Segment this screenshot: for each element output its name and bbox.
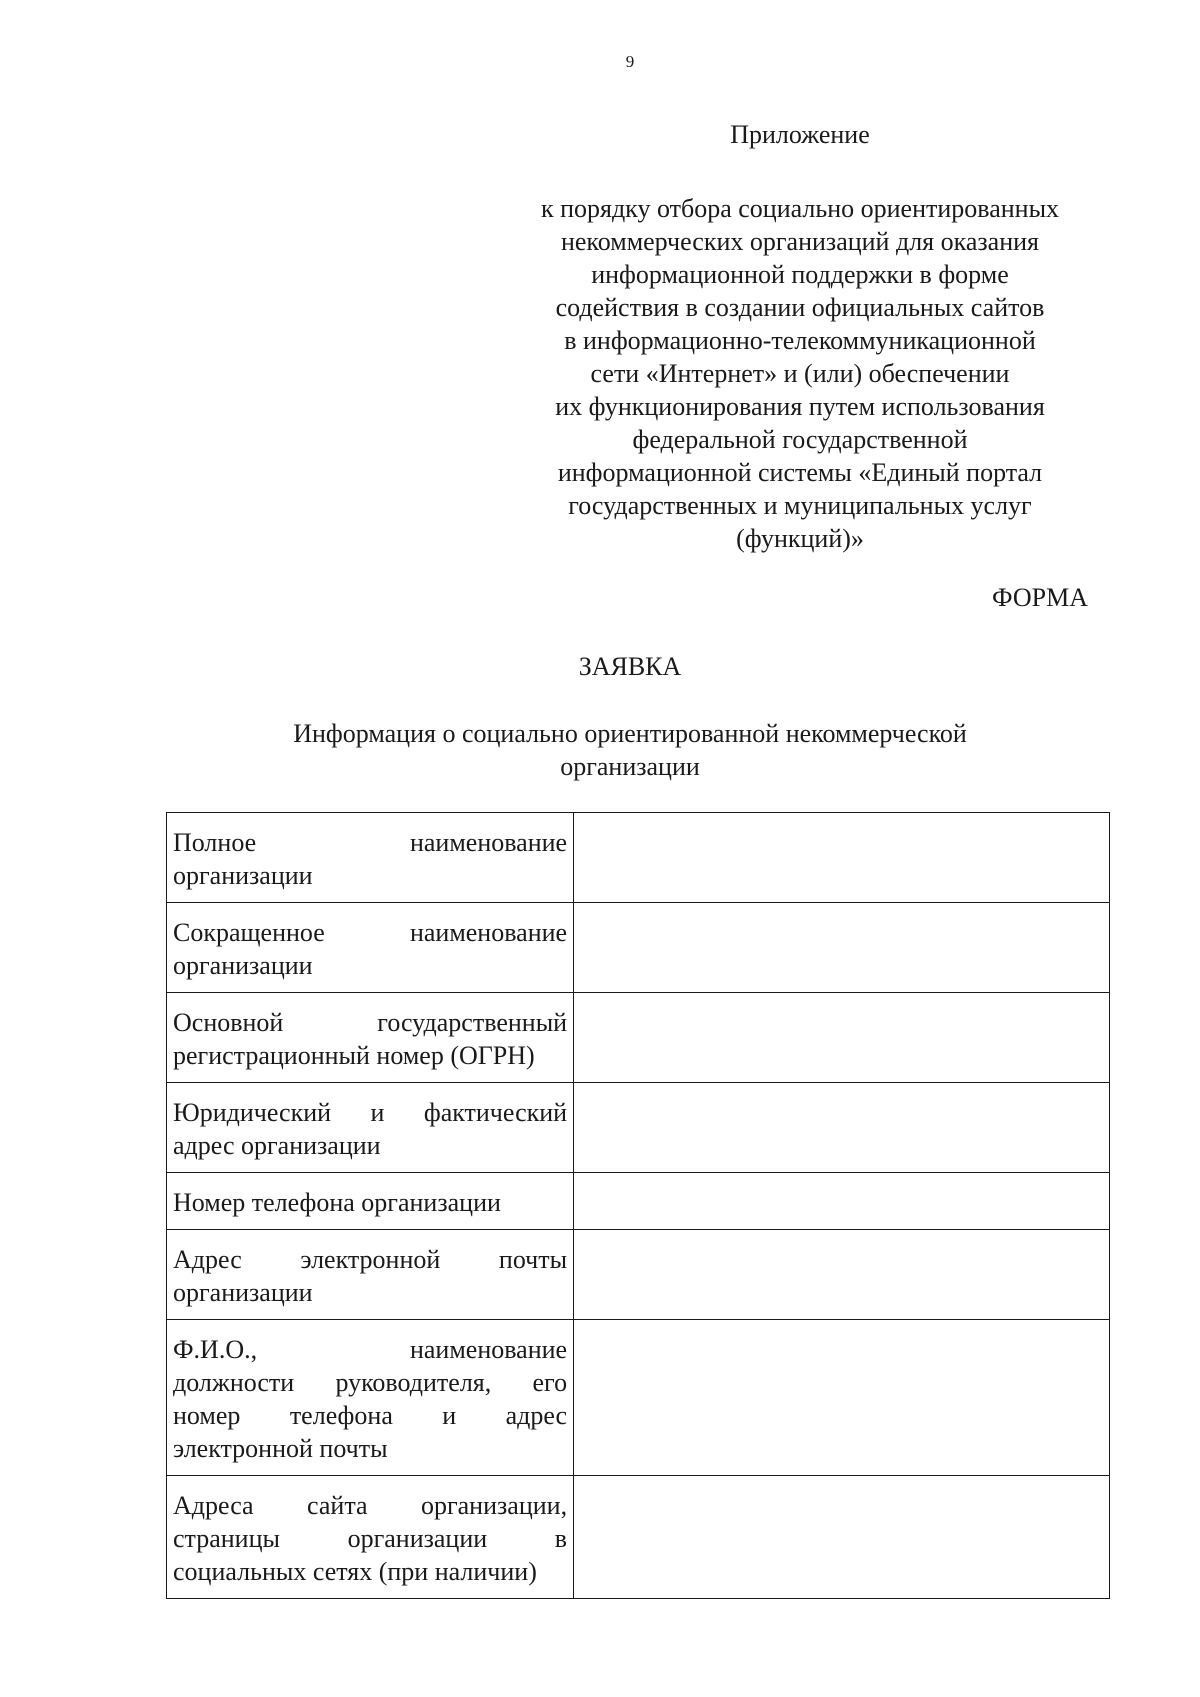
row-label xyxy=(167,1230,574,1320)
appendix-line: информационной поддержки в форме xyxy=(591,260,1009,289)
label-line: номер телефона и адрес xyxy=(173,1401,568,1430)
appendix-description xyxy=(490,192,1110,555)
label-line: должности руководителя, его xyxy=(173,1368,568,1397)
head-info-field[interactable] xyxy=(574,1320,1110,1476)
appendix-line: их функционирования путем использования xyxy=(555,392,1045,421)
label-line: Адрес электронной почты xyxy=(173,1245,568,1274)
organization-info-table xyxy=(166,812,1110,1599)
ogrn-field[interactable] xyxy=(574,993,1110,1083)
table-row-email xyxy=(167,1230,1110,1320)
appendix-line: (функций)» xyxy=(736,524,864,553)
label-line: Ф.И.О., наименование xyxy=(173,1335,568,1364)
label-line: страницы организации в xyxy=(173,1524,568,1553)
label-line: адрес организации xyxy=(173,1131,381,1160)
row-label xyxy=(167,993,574,1083)
table-row-ogrn xyxy=(167,993,1110,1083)
row-label xyxy=(167,1476,574,1599)
table-row-website xyxy=(167,1476,1110,1599)
page-number: 9 xyxy=(625,52,635,71)
row-label xyxy=(167,813,574,903)
label-line: организации xyxy=(173,1278,313,1307)
email-field[interactable] xyxy=(574,1230,1110,1320)
appendix-line: к порядку отбора социально ориентированных xyxy=(540,194,1060,223)
label-line: регистрационный номер (ОГРН) xyxy=(173,1041,535,1070)
table-row-head xyxy=(167,1320,1110,1476)
label-line: Полное наименование xyxy=(173,828,568,857)
row-label xyxy=(167,1320,574,1476)
appendix-line: государственных и муниципальных услуг xyxy=(568,491,1032,520)
appendix-line: содействия в создании официальных сайтов xyxy=(555,293,1045,322)
appendix-line: федеральной государственной xyxy=(632,425,968,454)
label-line: электронной почты xyxy=(173,1434,388,1463)
document-title: ЗАЯВКА xyxy=(578,652,682,681)
subtitle-line: организации xyxy=(560,752,700,781)
label-line: Юридический и фактический xyxy=(173,1098,568,1127)
appendix-line: сети «Интернет» и (или) обеспечении xyxy=(590,359,1010,388)
address-field[interactable] xyxy=(574,1083,1110,1173)
label-line: организации xyxy=(173,861,313,890)
row-label xyxy=(167,903,574,993)
appendix-line: в информационно-телекоммуникационной xyxy=(564,326,1036,355)
row-label xyxy=(167,1173,574,1230)
label-line: Адреса сайта организации, xyxy=(173,1491,568,1520)
short-name-field[interactable] xyxy=(574,903,1110,993)
appendix-title: Приложение xyxy=(730,120,870,149)
form-label: ФОРМА xyxy=(992,583,1088,612)
full-name-field[interactable] xyxy=(574,813,1110,903)
table-row-address xyxy=(167,1083,1110,1173)
appendix-line: некоммерческих организаций для оказания xyxy=(560,227,1040,256)
appendix-line: информационной системы «Единый портал xyxy=(557,458,1043,487)
label-line: Номер телефона организации xyxy=(173,1188,501,1217)
table-row-short-name xyxy=(167,903,1110,993)
table-row-full-name xyxy=(167,813,1110,903)
document-subtitle xyxy=(230,717,1030,783)
table-row-phone xyxy=(167,1173,1110,1230)
website-field[interactable] xyxy=(574,1476,1110,1599)
label-line: Сокращенное наименование xyxy=(173,918,568,947)
row-label xyxy=(167,1083,574,1173)
phone-field[interactable] xyxy=(574,1173,1110,1230)
subtitle-line: Информация о социально ориентированной некоммерческой xyxy=(293,719,967,748)
label-line: Основной государственный xyxy=(173,1008,568,1037)
label-line: организации xyxy=(173,951,313,980)
label-line: социальных сетях (при наличии) xyxy=(173,1557,537,1586)
